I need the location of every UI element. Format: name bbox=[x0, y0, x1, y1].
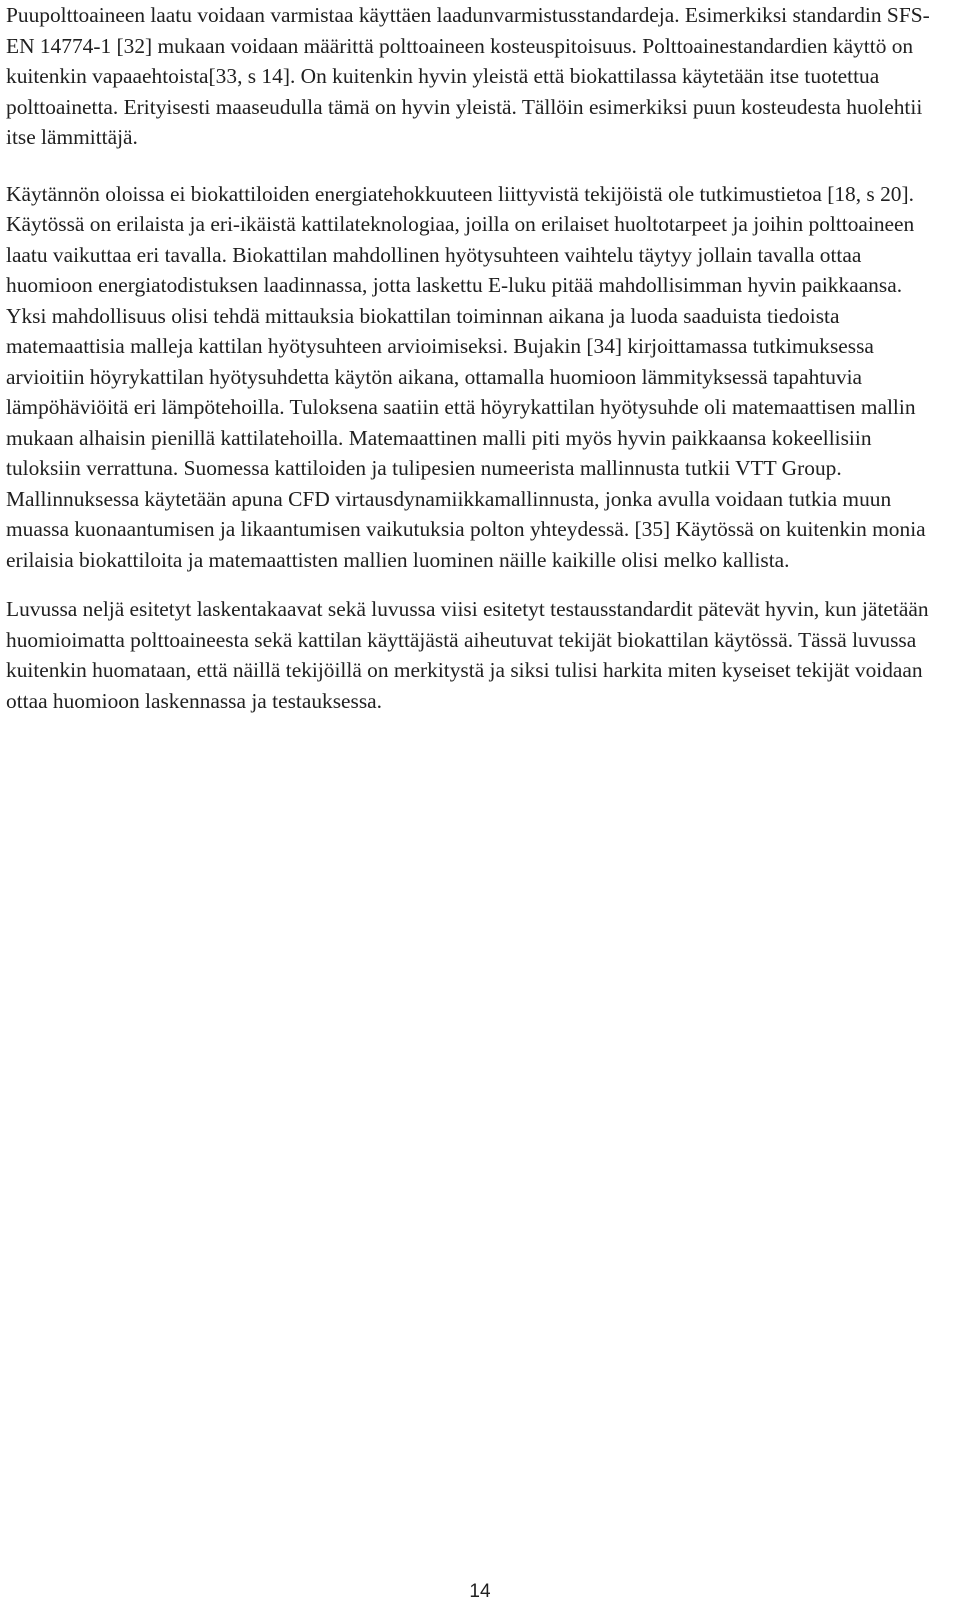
paragraph-chapter-summary: Luvussa neljä esitetyt laskentakaavat sekä luvussa viisi esitetyt testausstandardit pätevät hyvin, kun jätetään huomioimatta polttoaineesta sekä kattilan käyttäjästä aiheutuvat tekijät biokattilan käytössä. Tässä luvussa kuitenkin huomataan, että näillä tekijöillä on merkitystä ja siksi tulisi harkita miten kyseiset tekijät voidaan ottaa huomioon laskennassa ja testauksessa. bbox=[6, 597, 929, 713]
paragraph-fuel-quality: Puupolttoaineen laatu voidaan varmistaa käyttäen laadunvarmistusstandardeja. Esimerkiksi standardin SFS-EN 14774-1 [32] mukaan voidaan määrittä polttoaineen kosteuspitoisuus. Polttoainestandardien käyttö on kuitenkin vapaaehtoista[33, s 14]. On kuitenkin hyvin yleistä että biokattilassa käytetään itse tuotettua polttoainetta. Erityisesti maaseudulla tämä on hyvin yleistä. Tällöin esimerkiksi puun kosteudesta huolehtii itse lämmittäjä. bbox=[6, 3, 930, 149]
body-text bbox=[6, 0, 936, 716]
page-number: 14 bbox=[469, 1581, 491, 1602]
paragraph-efficiency-research: Käytännön oloissa ei biokattiloiden energiatehokkuuteen liittyvistä tekijöistä ole tutkimustietoa [18, s 20]. Käytössä on erilaista ja eri-ikäistä kattilateknologiaa, joilla on erilaiset huoltotarpeet ja joihin polttoaineen laatu vaikuttaa eri tavalla. Biokattilan mahdollinen hyötysuhteen vaihtelu täytyy jollain tavalla ottaa huomioon energiatodistuksen laadinnassa, jotta laskettu E-luku pitää mahdollisimman hyvin paikkaansa. Yksi mahdollisuus olisi tehdä mittauksia biokattilan toiminnan aikana ja luoda saaduista tiedoista matemaattisia malleja kattilan hyötysuhteen arvioimiseksi. Bujakin [34] kirjoittamassa tutkimuksessa arvioitiin höyrykattilan hyötysuhdetta käytön aikana, ottamalla huomioon lämmityksessä tapahtuvia lämpöhäviöitä eri lämpötehoilla. Tuloksena saatiin että höyrykattilan hyötysuhde oli matemaattisen mallin mukaan alhaisin pienillä kattilatehoilla. Matemaattinen malli piti myös hyvin paikkaansa kokeellisiin tuloksiin verrattuna. Suomessa kattiloiden ja tulipesien numeerista mallinnusta tutkii VTT Group. Mallinnuksessa käytetään apuna CFD virtausdynamiikkamallinnusta, jonka avulla voidaan tutkia muun muassa kuonaantumisen ja likaantumisen vaikutuksia polton yhteydessä. [35] Käytössä on kuitenkin monia erilaisia biokattiloita ja matemaattisten mallien luominen näille kaikille olisi melko kallista. bbox=[6, 181, 926, 572]
